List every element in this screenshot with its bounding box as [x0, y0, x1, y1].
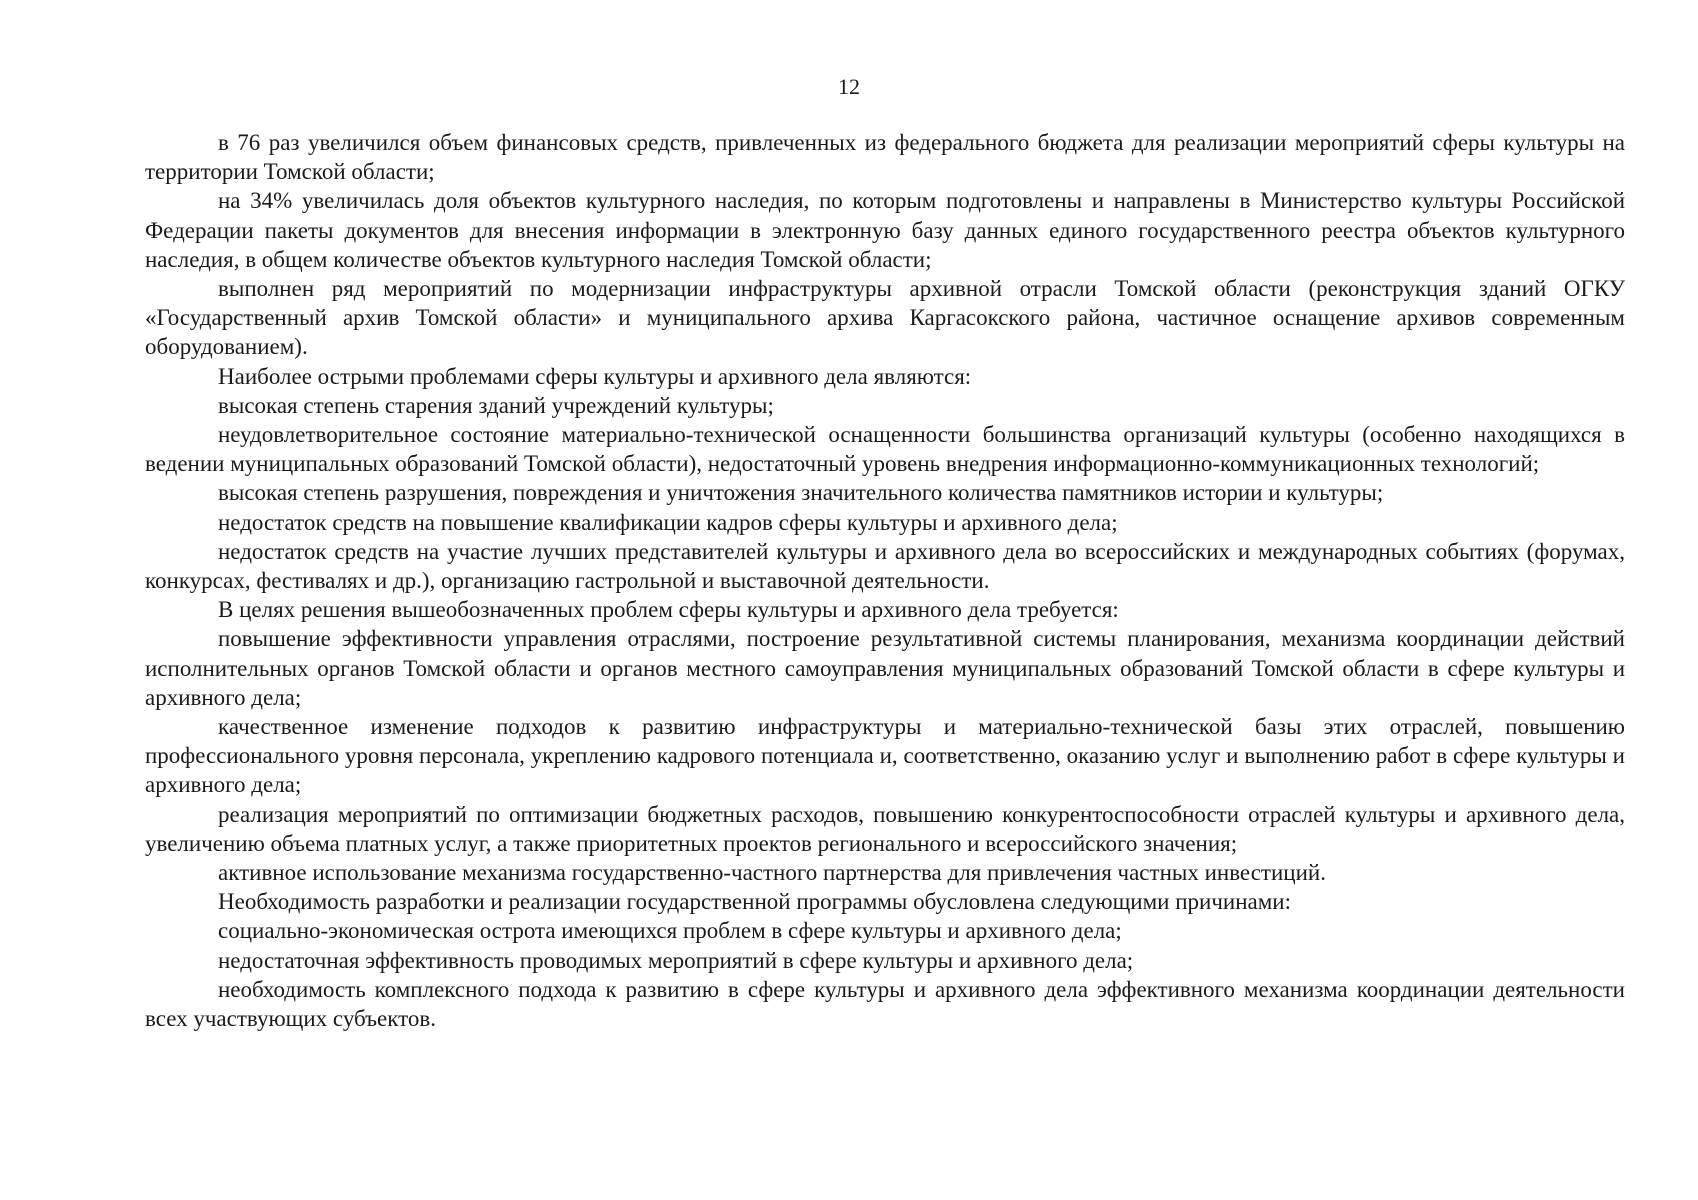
paragraph: в 76 раз увеличился объем финансовых средств, привлеченных из федерального бюджета для реализации мероприятий сферы культуры на территории Томской области;: [145, 130, 1625, 185]
paragraph: В целях решения вышеобозначенных проблем сферы культуры и архивного дела требуется:: [218, 597, 1119, 623]
paragraph: социально-экономическая острота имеющихся проблем в сфере культуры и архивного дела;: [218, 918, 1122, 944]
paragraph: высокая степень старения зданий учреждений культуры;: [218, 392, 774, 418]
paragraph: выполнен ряд мероприятий по модернизации инфраструктуры архивной отрасли Томской области (реконструкция зданий ОГКУ «Государственный архив Томской области» и муниципального архива Каргасокского района, частичное оснащение архивов современным оборудованием).: [145, 276, 1625, 360]
body-text: [145, 128, 1625, 1033]
page-number: 12: [838, 74, 860, 99]
paragraph: необходимость комплексного подхода к развитию в сфере культуры и архивного дела эффективного механизма координации деятельности всех участвующих субъектов.: [145, 976, 1625, 1032]
paragraph: неудовлетворительное состояние материально-технической оснащенности большинства организаций культуры (особенно находящихся в ведении муниципальных образований Томской области), недостаточный уровень внедрения информационно-коммуникационных технологий;: [145, 422, 1625, 477]
paragraph: высокая степень разрушения, повреждения и уничтожения значительного количества памятников истории и культуры;: [218, 480, 1384, 506]
paragraph: качественное изменение подходов к развитию инфраструктуры и материально-технической базы этих отраслей, повышению профессионального уровня персонала, укреплению кадрового потенциала и, соответственно, оказанию услуг и выполнению работ в сфере культуры и архивного дела;: [145, 714, 1625, 798]
paragraph: активное использование механизма государственно-частного партнерства для привлечения частных инвестиций.: [218, 860, 1326, 886]
paragraph: реализация мероприятий по оптимизации бюджетных расходов, повышению конкурентоспособности отраслей культуры и архивного дела, увеличению объема платных услуг, а также приоритетных проектов регионального и всероссийского значения;: [145, 801, 1625, 856]
paragraph: повышение эффективности управления отраслями, построение результативной системы планирования, механизма координации действий исполнительных органов Томской области и органов местного самоуправления муниципальных образований Томской области в сфере культуры и архивного дела;: [145, 626, 1625, 710]
paragraph: недостаточная эффективность проводимых мероприятий в сфере культуры и архивного дела;: [218, 947, 1134, 973]
paragraph: Наиболее острыми проблемами сферы культуры и архивного дела являются:: [218, 363, 972, 389]
paragraph: недостаток средств на повышение квалификации кадров сферы культуры и архивного дела;: [218, 509, 1118, 535]
paragraph: на 34% увеличилась доля объектов культурного наследия, по которым подготовлены и направлены в Министерство культуры Российской Федерации пакеты документов для внесения информации в электронную базу данных единого государственного реестра объектов культурного наследия, в общем количестве объектов культурного наследия Томской области;: [145, 188, 1625, 272]
paragraph: недостаток средств на участие лучших представителей культуры и архивного дела во всероссийских и международных событиях (форумах, конкурсах, фестивалях и др.), организацию гастрольной и выставочной деятельности.: [145, 538, 1625, 594]
paragraph: Необходимость разработки и реализации государственной программы обусловлена следующими причинами:: [218, 889, 1291, 915]
